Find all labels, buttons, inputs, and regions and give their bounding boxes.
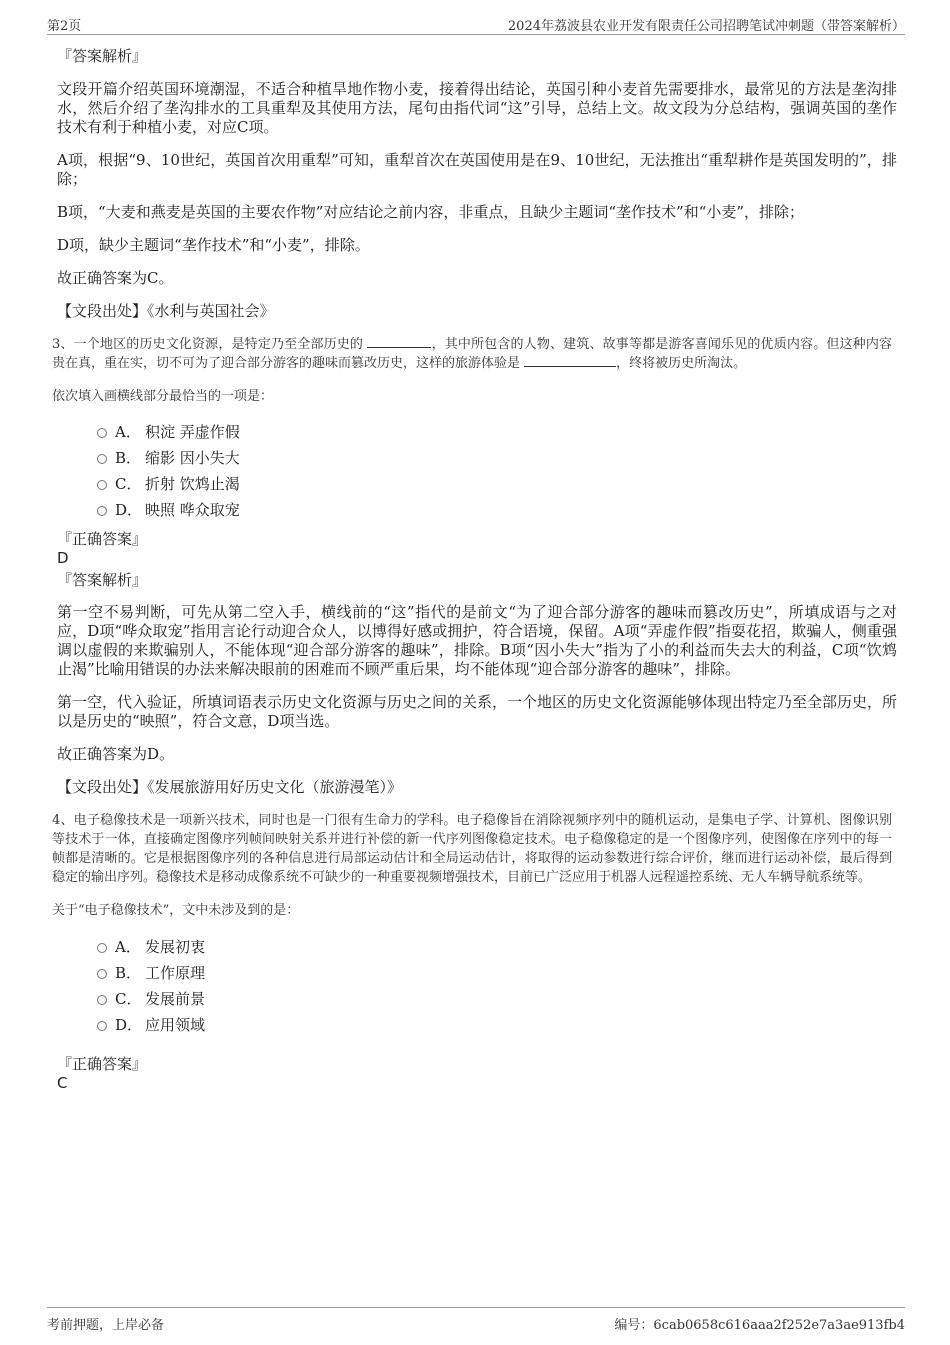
- analysis-paragraph: 文段开篇介绍英国环境潮湿，不适合种植旱地作物小麦，接着得出结论，英国引种小麦首先需要排水，最常见的方法是垄沟排水，然后介绍了垄沟排水的工具重犁及其使用方法，尾句由指代词“这”引导，总结上文。故文段为分总结构，强调英国的垄作技术有利于种植小麦，对应C项。: [57, 80, 897, 136]
- fill-blank: [524, 354, 616, 367]
- option-b[interactable]: B． 缩影 因小失大: [57, 445, 897, 471]
- analysis-label: 『答案解析』: [57, 571, 148, 589]
- option-c[interactable]: C． 折射 饮鸩止渴: [57, 471, 897, 497]
- correct-answer: D: [57, 549, 69, 567]
- question-3-text: 3、一个地区的历史文化资源，是特定乃至全部历史的 ，其中所包含的人物、建筑、故事等都是游客喜闻乐见的优质内容。但这种内容贵在真，重在实，切不可为了迎合部分游客的趣味而篡改历史，这样的旅游体验是 ，终将被历史所淘汰。: [52, 337, 892, 371]
- option-a[interactable]: A． 发展初衷: [57, 934, 897, 960]
- radio-icon[interactable]: [97, 969, 107, 979]
- radio-icon[interactable]: [97, 1021, 107, 1031]
- passage-source: 【文段出处】《水利与英国社会》: [57, 302, 275, 320]
- analysis-paragraph: 第一空，代入验证，所填词语表示历史文化资源与历史之间的关系，一个地区的历史文化资源能够体现出特定乃至全部历史，所以是历史的“映照”，符合文意，D项当选。: [57, 693, 898, 730]
- question-4-options: [57, 934, 897, 1038]
- question-4-prompt: 关于“电子稳像技术”，文中未涉及到的是：: [52, 903, 300, 918]
- answer-conclusion: 故正确答案为C。: [57, 269, 174, 287]
- page-number: 第2页: [47, 19, 82, 34]
- option-d[interactable]: D． 应用领域: [57, 1012, 897, 1038]
- question-3-prompt: 依次填入画横线部分最恰当的一项是：: [52, 389, 274, 404]
- fill-blank: [367, 335, 431, 348]
- analysis-paragraph: 第一空不易判断，可先从第二空入手，横线前的“这”指代的是前文“为了迎合部分游客的趣味而篡改历史”，所填成语与之对应，D项“哗众取宠”指用言论行动迎合众人，以博得好感或拥护，符合语境，保留。A项“弄虚作假”指耍花招，欺骗人，侧重强调以虚假的来欺骗别人，不能体现“迎合部分游客的趣味”，排除。B项“因小失大”指为了小的利益而失去大的利益，C项“饮鸩止渴”比喻用错误的办法来解决眼前的困难而不顾严重后果，均不能体现“迎合部分游客的趣味”，排除。: [57, 603, 897, 678]
- analysis-label: 『答案解析』: [57, 47, 148, 65]
- page-header: [47, 14, 905, 35]
- option-a[interactable]: A． 积淀 弄虚作假: [57, 419, 897, 445]
- option-c[interactable]: C． 发展前景: [57, 986, 897, 1012]
- option-d[interactable]: D． 映照 哗众取宠: [57, 497, 897, 523]
- document-body: [52, 46, 898, 1092]
- footer-slogan: 考前押题，上岸必备: [47, 1318, 165, 1333]
- question-3-options: [57, 419, 897, 523]
- radio-icon[interactable]: [97, 943, 107, 953]
- page-footer: [47, 1307, 905, 1333]
- radio-icon[interactable]: [97, 480, 107, 490]
- question-4-text: 4、电子稳像技术是一项新兴技术，同时也是一门很有生命力的学科。电子稳像旨在消除视频序列中的随机运动，是集电子学、计算机、图像识别等技术于一体，直接确定图像序列帧间映射关系并进行补偿的新一代序列图像稳定技术。电子稳像稳定的是一个图像序列，使图像在序列中的每一帧都是清晰的。它是根据图像序列的各种信息进行局部运动估计和全局运动估计，将取得的运动参数进行综合评价，继而进行运动补偿，最后得到稳定的输出序列。稳像技术是移动成像系统不可缺少的一种重要视频增强技术，目前已广泛应用于机器人远程遥控系统、无人车辆导航系统等。: [52, 813, 892, 885]
- option-b[interactable]: B． 工作原理: [57, 960, 897, 986]
- analysis-paragraph: D项，缺少主题词“垄作技术”和“小麦”，排除。: [57, 236, 370, 254]
- passage-source: 【文段出处】《发展旅游用好历史文化（旅游漫笔）》: [57, 778, 403, 796]
- radio-icon[interactable]: [97, 995, 107, 1005]
- analysis-paragraph: B项，“大麦和燕麦是英国的主要农作物”对应结论之前内容，非重点，且缺少主题词“垄作技术”和“小麦”，排除；: [57, 203, 805, 221]
- correct-answer: C: [57, 1074, 68, 1092]
- correct-answer-label: 『正确答案』: [57, 530, 148, 548]
- radio-icon[interactable]: [97, 428, 107, 438]
- correct-answer-label: 『正确答案』: [57, 1055, 148, 1073]
- analysis-paragraph: A项，根据“9、10世纪，英国首次用重犁”可知，重犁首次在英国使用是在9、10世纪，无法推出“重犁耕作是英国发明的”，排除；: [57, 151, 897, 188]
- document-title: 2024年荔波县农业开发有限责任公司招聘笔试冲刺题（带答案解析）: [507, 19, 905, 34]
- radio-icon[interactable]: [97, 506, 107, 516]
- answer-conclusion: 故正确答案为D。: [57, 745, 175, 763]
- radio-icon[interactable]: [97, 454, 107, 464]
- document-id: 编号：6cab0658c616aaa2f252e7a3ae913fb4: [614, 1318, 905, 1333]
